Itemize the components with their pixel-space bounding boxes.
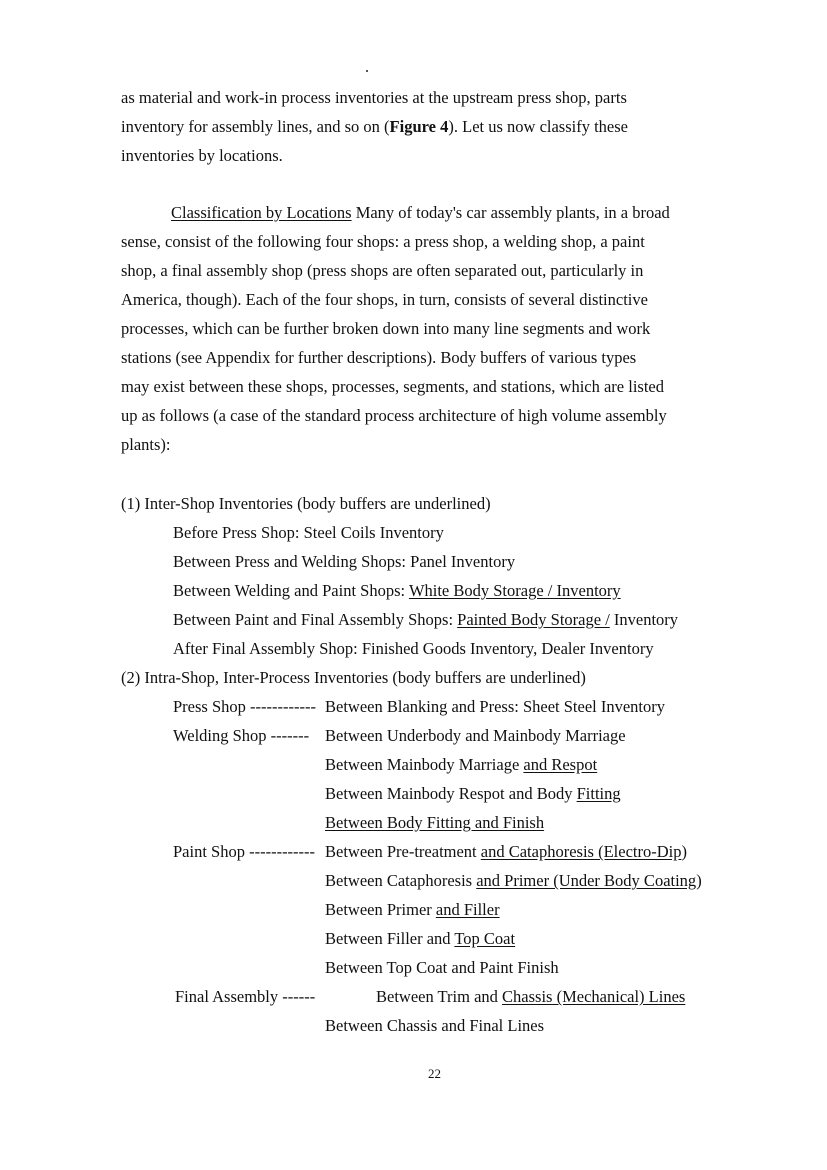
inter-shop-item-5: After Final Assembly Shop: Finished Goods Inventory, Dealer Inventory [173,639,654,658]
item-text: ) [681,842,687,861]
welding-shop-item-2 [325,755,597,775]
item-text: Between Pre-treatment [325,842,481,861]
classification-line-7: may exist between these shops, processes, segments, and stations, which are listed [121,377,665,396]
body-buffer: Top Coat [454,929,516,948]
item-text: Between Paint and Final Assembly Shops: [173,610,458,629]
inter-shop-item-3 [173,581,621,601]
intro-text: ). Let us now classify these [448,117,628,136]
press-shop-item-1: Between Blanking and Press: Sheet Steel Inventory [325,697,666,716]
item-text: Between Welding and Paint Shops: [173,581,409,600]
classification-line-1 [171,203,670,223]
classification-heading: Classification by Locations [171,203,352,222]
welding-shop-item-4 [325,813,544,833]
figure-reference: Figure 4 [389,117,449,136]
welding-shop-label: Welding Shop ------- [173,726,310,745]
final-assembly-item-1 [376,987,685,1007]
item-text: Between Mainbody Respot and Body [325,784,577,803]
body-buffer: and Respot [523,755,598,774]
intro-line-2 [121,117,628,137]
item-text: Between Cataphoresis [325,871,477,890]
classification-line-3: shop, a final assembly shop (press shops are often separated out, particularly in [121,261,644,280]
item-text: ) [696,871,702,890]
body-buffer: Chassis (Mechanical) Lines [502,987,686,1006]
intro-line-1: as material and work-in process inventories at the upstream press shop, parts [121,88,627,107]
body-buffer: Between Body Fitting and Finish [325,813,545,832]
classification-line-5: processes, which can be further broken down into many line segments and work [121,319,651,338]
classification-line-4: America, though). Each of the four shops, in turn, consists of several distinctive [121,290,648,309]
paint-shop-label: Paint Shop ------------ [173,842,316,861]
intro-line-3: inventories by locations. [121,146,283,165]
paint-shop-item-1 [325,842,687,862]
intro-text: inventory for assembly lines, and so on ( [121,117,390,136]
inter-shop-item-4 [173,610,678,630]
item-text: Between Primer [325,900,436,919]
body-buffer: and Filler [435,900,500,919]
inter-shop-title: (1) Inter-Shop Inventories (body buffers are underlined) [121,494,491,513]
final-assembly-label: Final Assembly ------ [175,987,316,1006]
scan-speck [366,70,368,72]
body-buffer: and Cataphoresis (Electro-Dip [480,842,682,861]
classification-line-6: stations (see Appendix for further descriptions). Body buffers of various types [121,348,637,367]
paint-shop-item-5: Between Top Coat and Paint Finish [325,958,559,977]
final-assembly-item-2: Between Chassis and Final Lines [325,1016,545,1035]
body-buffer: and Primer (Under Body Coating [476,871,697,890]
classification-line-8: up as follows (a case of the standard process architecture of high volume assembly [121,406,667,425]
page-number: 22 [428,1066,441,1081]
body-buffer: Painted Body Storage / [457,610,610,629]
body-buffer: Fitting [576,784,621,803]
paint-shop-item-4 [325,929,515,949]
paint-shop-item-3 [325,900,500,920]
inter-shop-item-2: Between Press and Welding Shops: Panel Inventory [173,552,516,571]
classification-line-9: plants): [121,435,171,454]
press-shop-label: Press Shop ------------ [173,697,316,716]
item-text: Between Mainbody Marriage [325,755,524,774]
item-text: Between Filler and [325,929,455,948]
welding-shop-item-3 [325,784,621,804]
classification-line-2: sense, consist of the following four shops: a press shop, a welding shop, a paint [121,232,645,251]
body-buffer: White Body Storage / Inventory [408,581,621,600]
welding-shop-item-1: Between Underbody and Mainbody Marriage [325,726,626,745]
inter-shop-item-1: Before Press Shop: Steel Coils Inventory [173,523,444,542]
classification-text: Many of today's car assembly plants, in a broad [351,203,670,222]
item-text: Between Trim and [376,987,503,1006]
paint-shop-item-2 [325,871,702,891]
intra-shop-title: (2) Intra-Shop, Inter-Process Inventories (body buffers are underlined) [121,668,586,687]
item-text: Inventory [609,610,679,629]
